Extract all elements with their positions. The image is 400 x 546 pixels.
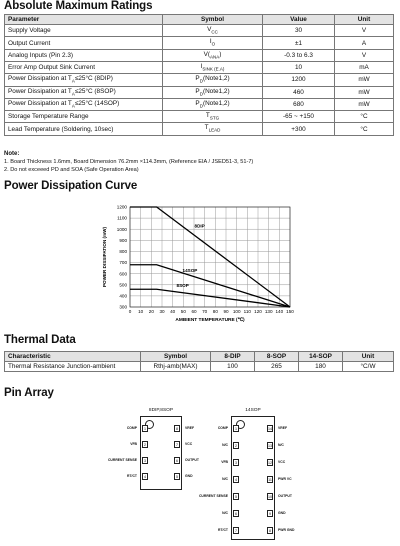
- amr-param: [5, 62, 163, 74]
- thermal-header: Unit: [343, 352, 394, 362]
- thermal-symbol: Rthj-amb(MAX): [141, 362, 211, 372]
- symbol-sub: D: [199, 103, 203, 109]
- symbol-sub: LEAD: [208, 127, 221, 133]
- symbol-text: P: [195, 75, 200, 83]
- pin-number: 3: [235, 461, 237, 465]
- x-tick-label: 40: [170, 309, 176, 314]
- y-tick-label: 1000: [116, 226, 127, 232]
- series-label: 14SOP: [182, 268, 198, 274]
- pin-label: RT/CT: [127, 474, 137, 478]
- amr-param: [5, 86, 163, 98]
- param-text: Lead Temperature (Soldering, 10sec): [8, 125, 114, 133]
- thermal-14sop: 180: [299, 362, 343, 372]
- series-line-14sop: [130, 265, 290, 307]
- x-tick-label: 50: [180, 309, 186, 314]
- param-text-2: ≤25°C (8DIP): [74, 75, 113, 83]
- pin-number: 6: [235, 512, 237, 516]
- package-name: 8DIP,8SOP: [148, 408, 174, 413]
- symbol-sub: D: [199, 90, 203, 96]
- pin-number: 5: [235, 495, 237, 499]
- pin-label: RT/CT: [218, 528, 228, 532]
- series-label: 8DIP: [194, 223, 205, 229]
- pin-number: 4: [144, 475, 146, 479]
- symbol-text-2: ): [219, 50, 222, 58]
- amr-row: [5, 62, 394, 74]
- symbol-text: P: [195, 99, 200, 107]
- thermal-unit: °C/W: [343, 362, 394, 372]
- series-label: 8SOP: [176, 283, 189, 289]
- amr-value: 1200: [263, 74, 335, 86]
- amr-title: Absolute Maximum Ratings: [4, 0, 153, 12]
- symbol-text: I: [200, 63, 203, 71]
- x-tick-label: 10: [138, 309, 144, 314]
- symbol-text: V: [207, 26, 212, 34]
- param-text: Power Dissipation at T: [8, 75, 72, 83]
- series-line-8sop: [130, 289, 290, 307]
- pin-label: VCC: [278, 460, 286, 464]
- amr-symbol: [163, 98, 263, 110]
- pin-number: 2: [144, 443, 146, 447]
- y-tick-label: 700: [119, 260, 127, 266]
- amr-symbol: [163, 49, 263, 61]
- amr-row: [5, 111, 394, 123]
- pin-label: PWR GND: [278, 528, 295, 532]
- param-sub: A: [71, 78, 75, 84]
- param-text: Error Amp Output Sink Current: [8, 64, 96, 72]
- amr-row: [5, 86, 394, 98]
- pin-number: 8: [269, 529, 271, 533]
- y-tick-label: 1100: [117, 215, 127, 221]
- pin-number: 4: [235, 478, 237, 482]
- amr-header: Symbol: [163, 15, 263, 25]
- symbol-text: P: [195, 87, 200, 95]
- y-tick-label: 500: [119, 282, 127, 288]
- amr-unit: A: [335, 37, 394, 49]
- y-tick-label: 900: [119, 237, 127, 243]
- pin-number: 7: [235, 529, 237, 533]
- amr-unit: °C: [335, 123, 394, 135]
- thermal-table: [4, 351, 394, 372]
- pin-number: 5: [176, 475, 178, 479]
- thermal-title: Thermal Data: [4, 334, 76, 346]
- pin-number: 13: [268, 444, 272, 448]
- amr-symbol: [163, 123, 263, 135]
- pin-label: GND: [185, 474, 193, 478]
- thermal-header: 14-SOP: [299, 352, 343, 362]
- x-tick-label: 120: [254, 309, 262, 314]
- pin-label: N/C: [222, 477, 228, 481]
- symbol-text-2: (Note1,2): [202, 99, 230, 107]
- amr-unit: V: [335, 49, 394, 61]
- notes: [4, 150, 253, 175]
- amr-header: Parameter: [5, 15, 163, 25]
- amr-param: [5, 49, 163, 61]
- x-tick-label: 70: [202, 309, 208, 314]
- symbol-sub: D: [199, 78, 203, 84]
- amr-row: [5, 98, 394, 110]
- amr-table: [4, 14, 394, 136]
- pin-number: 14: [268, 427, 272, 431]
- note-1: 1. Board Thickness 1.6mm, Board Dimension 76.2mm ×114.3mm, (Reference EIA / JSED51-3, 51-7): [4, 159, 254, 166]
- amr-row: [5, 25, 394, 37]
- amr-value: -65 ~ +150: [263, 111, 335, 123]
- pin-label: VCC: [185, 442, 193, 446]
- x-tick-label: 90: [223, 309, 229, 314]
- thermal-header: Characteristic: [5, 352, 141, 362]
- symbol-text: T: [204, 124, 209, 132]
- symbol-sub: STG: [209, 115, 220, 121]
- amr-param: [5, 25, 163, 37]
- amr-symbol: [163, 62, 263, 74]
- amr-param: [5, 111, 163, 123]
- amr-value: 10: [263, 62, 335, 74]
- y-axis-label: POWER DISSIPATION (mW): [102, 226, 107, 288]
- amr-symbol: [163, 86, 263, 98]
- pin-label: VREF: [278, 426, 288, 430]
- symbol-sub: O: [211, 41, 216, 47]
- pin-number: 10: [268, 495, 272, 499]
- pin-number: 12: [268, 461, 272, 465]
- amr-param: [5, 98, 163, 110]
- x-tick-label: 100: [232, 309, 241, 314]
- pin-label: OUTPUT: [278, 494, 292, 498]
- amr-row: [5, 74, 394, 86]
- pin-number: 1: [235, 427, 237, 431]
- y-tick-label: 400: [119, 293, 127, 299]
- param-text: Analog Inputs (Pin 2.3): [8, 51, 74, 59]
- pin-label: OUTPUT: [185, 458, 199, 462]
- x-tick-label: 140: [275, 309, 284, 314]
- amr-param: [5, 123, 163, 135]
- x-tick-label: 130: [264, 309, 273, 314]
- thermal-header: Symbol: [141, 352, 211, 362]
- amr-value: ±1: [263, 37, 335, 49]
- symbol-sub: SINK (E.A): [202, 66, 225, 72]
- pin-label: CURRENT SENSE: [107, 458, 137, 462]
- thermal-char: Thermal Resistance Junction-ambient: [5, 362, 141, 372]
- x-tick-label: 60: [191, 309, 197, 314]
- param-text: Power Dissipation at T: [8, 87, 72, 95]
- x-axis-label: AMBIENT TEMPERATURE (℃): [175, 318, 245, 323]
- x-tick-label: 150: [286, 309, 294, 314]
- amr-symbol: [163, 111, 263, 123]
- x-tick-label: 110: [243, 309, 251, 314]
- symbol-sub: CC: [211, 29, 218, 35]
- param-sub: A: [71, 103, 75, 109]
- symbol-text: I: [209, 38, 212, 46]
- amr-value: 460: [263, 86, 335, 98]
- amr-header: Value: [263, 15, 335, 25]
- pin-label: N/C: [278, 443, 284, 447]
- pin-number: 3: [144, 459, 146, 463]
- pin-number: 8: [176, 427, 178, 431]
- pin-label: N/C: [222, 443, 228, 447]
- amr-unit: °C: [335, 111, 394, 123]
- amr-value: +300: [263, 123, 335, 135]
- symbol-text-2: (Note1,2): [202, 87, 230, 95]
- x-tick-label: 0: [128, 309, 132, 314]
- pin-number: 11: [268, 478, 272, 482]
- x-tick-label: 30: [159, 309, 165, 314]
- pin-label: PWR VC: [278, 477, 292, 481]
- pin-label: VREF: [185, 426, 195, 430]
- amr-row: [5, 37, 394, 49]
- amr-row: [5, 49, 394, 61]
- thermal-8sop: 265: [255, 362, 299, 372]
- thermal-header: 8-SOP: [255, 352, 299, 362]
- param-text: Storage Temperature Range: [8, 113, 89, 121]
- y-tick-label: 800: [119, 249, 127, 255]
- thermal-8dip: 100: [211, 362, 255, 372]
- x-tick-label: 20: [148, 309, 154, 314]
- thermal-header: 8-DIP: [211, 352, 255, 362]
- pin-number: 2: [235, 444, 237, 448]
- amr-symbol: [163, 37, 263, 49]
- amr-value: 30: [263, 25, 335, 37]
- amr-unit: mW: [335, 86, 394, 98]
- pin-label: COMP: [126, 426, 137, 430]
- pins-title: Pin Array: [4, 387, 54, 399]
- amr-value: 680: [263, 98, 335, 110]
- y-tick-label: 300: [119, 304, 127, 310]
- amr-param: [5, 74, 163, 86]
- x-tick-label: 80: [212, 309, 218, 314]
- amr-unit: mW: [335, 74, 394, 86]
- param-text-2: ≤25°C (8SOP): [74, 87, 116, 95]
- pin-number: 7: [176, 443, 178, 447]
- param-text: Output Current: [8, 39, 51, 47]
- pin-number: 6: [176, 459, 178, 463]
- amr-symbol: [163, 74, 263, 86]
- amr-unit: mW: [335, 98, 394, 110]
- amr-value: -0.3 to 6.3: [263, 49, 335, 61]
- param-text: Power Dissipation at T: [8, 99, 72, 107]
- amr-symbol: [163, 25, 263, 37]
- pdc-title: Power Dissipation Curve: [4, 180, 138, 192]
- amr-param: [5, 37, 163, 49]
- pin-label: VFB: [130, 442, 137, 446]
- param-sub: A: [71, 90, 75, 96]
- pin-label: CURRENT SENSE: [198, 494, 228, 498]
- param-text: Supply Voltage: [8, 27, 51, 35]
- pin-label: GND: [278, 511, 286, 515]
- amr-unit: mA: [335, 62, 394, 74]
- amr-header: Unit: [335, 15, 394, 25]
- power-dissipation-chart: [98, 200, 298, 332]
- symbol-text: T: [205, 112, 210, 120]
- package-name: 14SOP: [245, 408, 261, 413]
- symbol-text-2: (Note1,2): [202, 75, 230, 83]
- amr-row: [5, 123, 394, 135]
- amr-unit: V: [335, 25, 394, 37]
- note-2: 2. Do not exceeed PD and SOA (Safe Operation Area): [4, 167, 139, 174]
- y-tick-label: 1200: [116, 204, 127, 210]
- symbol-text: V(: [203, 50, 210, 58]
- y-tick-label: 600: [119, 271, 127, 277]
- param-text-2: ≤25°C (14SOP): [74, 99, 120, 107]
- symbol-sub: ANA: [209, 54, 220, 60]
- pin-label: COMP: [217, 426, 228, 430]
- series-line-8dip: [130, 207, 290, 307]
- pin-number: 1: [144, 427, 146, 431]
- pin-label: N/C: [222, 511, 228, 515]
- note-label: Note:: [4, 151, 20, 157]
- pin-label: VFB: [221, 460, 228, 464]
- pin-number: 9: [269, 512, 271, 516]
- plot-frame: [130, 207, 290, 307]
